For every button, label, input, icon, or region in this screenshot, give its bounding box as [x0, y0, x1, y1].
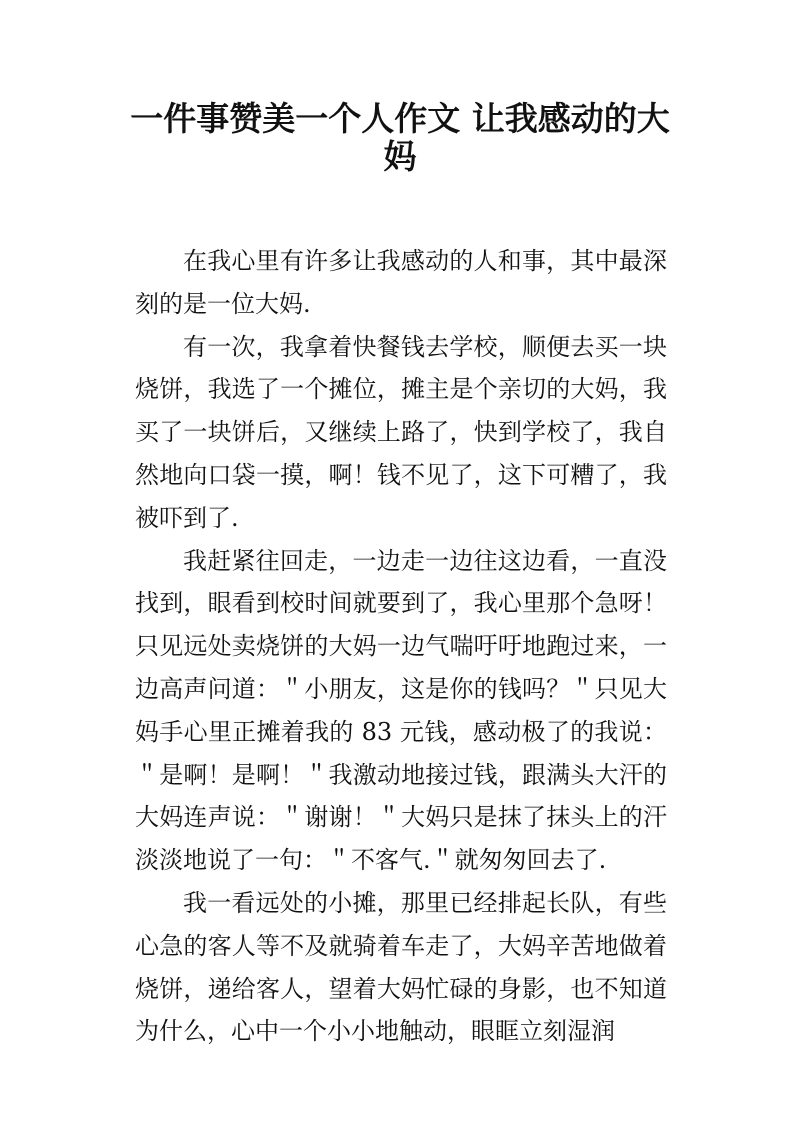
paragraph-line: 只见远处卖烧饼的大妈一边气喘吁吁地跑过来，一: [135, 632, 667, 661]
document-body: [135, 240, 667, 1053]
paragraph-line: 我一看远处的小摊，那里已经排起长队，有些: [183, 888, 667, 917]
paragraph-line: 找到，眼看到校时间就要到了，我心里那个急呀！: [135, 589, 667, 618]
paragraph-line: 妈手心里正摊着我的 83 元钱，感动极了的我说：: [135, 717, 667, 746]
paragraph-line: 边高声问道：＂小朋友，这是你的钱吗？＂只见大: [135, 674, 667, 703]
paragraph-line: 心急的客人等不及就骑着车走了，大妈辛苦地做着: [135, 931, 667, 960]
paragraph-line: 被吓到了.: [135, 503, 239, 532]
document-title: [120, 100, 680, 176]
paragraph-line: 在我心里有许多让我感动的人和事，其中最深: [183, 247, 667, 275]
paragraph-line: 烧饼，我选了一个摊位，摊主是个亲切的大妈，我: [135, 375, 667, 404]
paragraph-line: ＂是啊！是啊！＂我激动地接过钱，跟满头大汗的: [135, 760, 667, 789]
paragraph-line: 我赶紧往回走，一边走一边往这边看，一直没: [183, 546, 667, 575]
paragraph-line: 买了一块饼后，又继续上路了，快到学校了，我自: [135, 418, 667, 447]
paragraph-line: 为什么，心中一个小小地触动，眼眶立刻湿润: [135, 1017, 615, 1046]
paragraph-line: 淡淡地说了一句：＂不客气.＂就匆匆回去了.: [135, 846, 607, 875]
paragraph-line: 烧饼，递给客人，望着大妈忙碌的身影，也不知道: [135, 974, 667, 1003]
paragraph-line: 大妈连声说：＂谢谢！＂大妈只是抹了抹头上的汗: [135, 803, 667, 832]
paragraph-line: 刻的是一位大妈.: [135, 289, 311, 318]
paragraph-line: 然地向口袋一摸，啊！钱不见了，这下可糟了，我: [135, 460, 667, 489]
title-line: 一件事赞美一个人作文 让我感动的大: [130, 99, 670, 138]
paragraph-line: 有一次，我拿着快餐钱去学校，顺便去买一块: [183, 332, 667, 361]
title-line: 妈: [383, 137, 417, 176]
